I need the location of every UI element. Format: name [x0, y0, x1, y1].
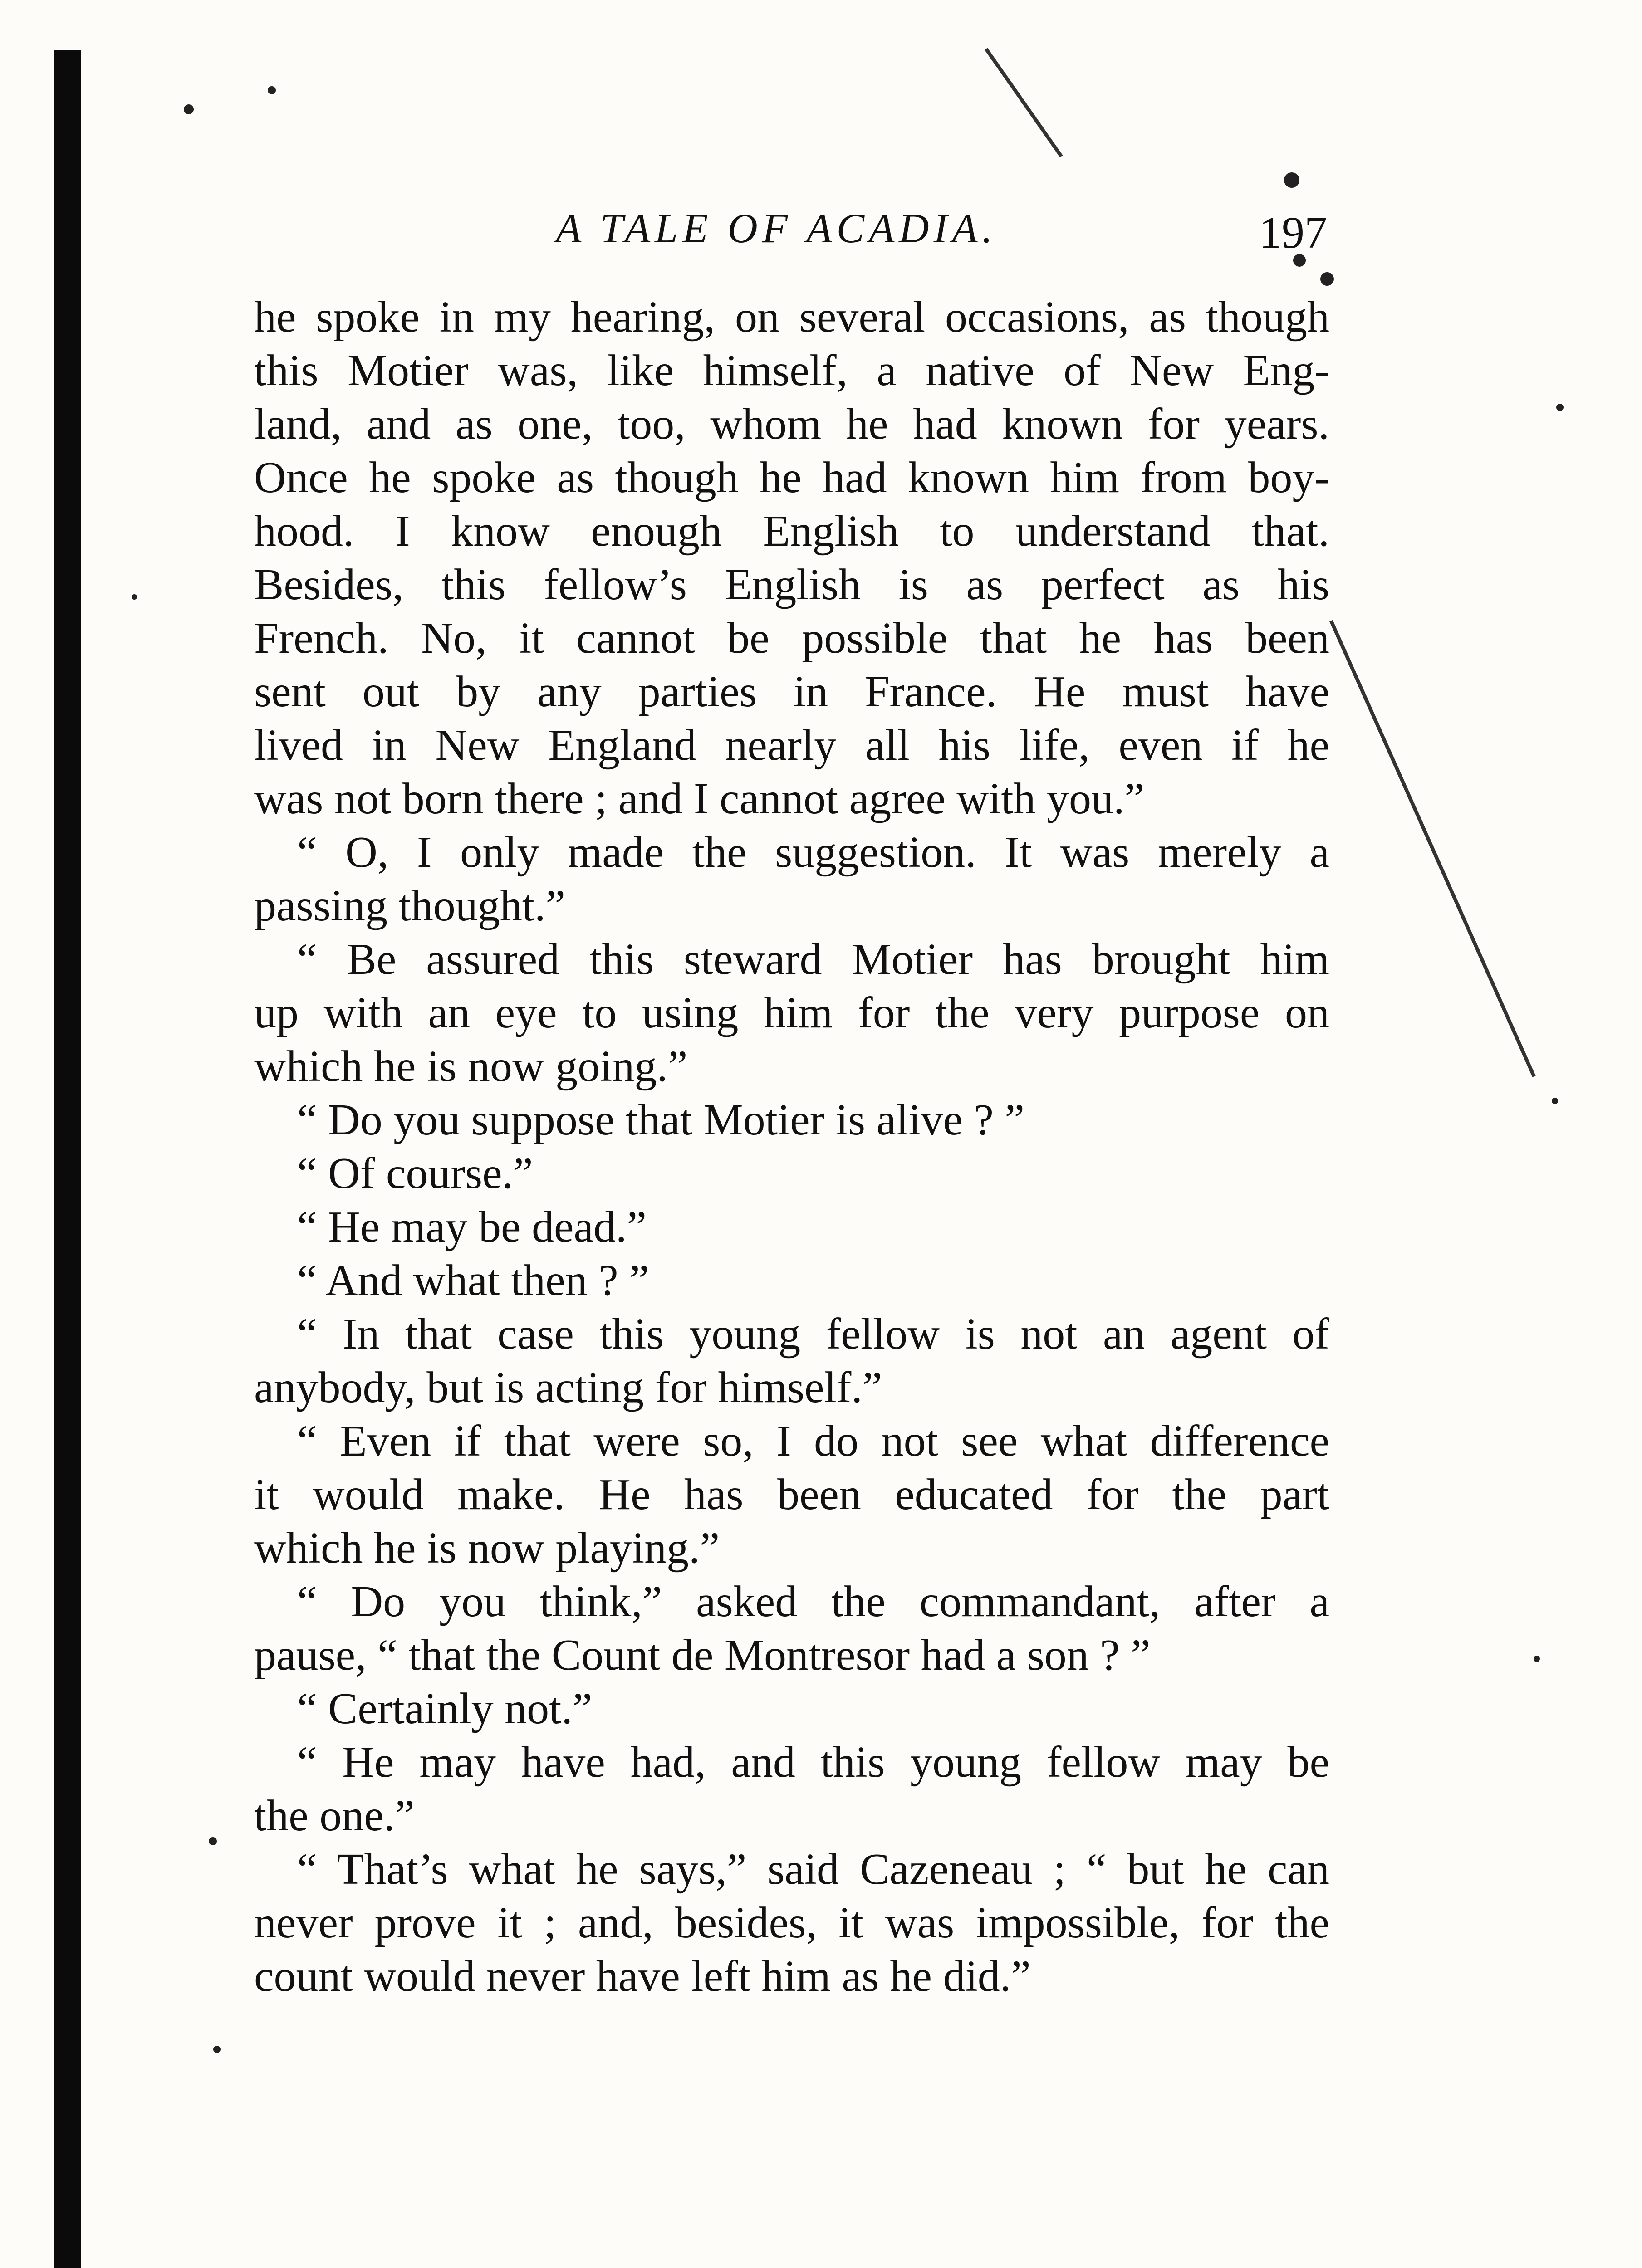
text-line: hood. I know enough English to understand that. — [254, 507, 1329, 556]
text-line: “ He may be dead.” — [297, 1202, 647, 1251]
page-number: 197 — [1259, 207, 1327, 258]
text-line: this Motier was, like himself, a native of New Eng- — [254, 346, 1329, 395]
text-line: passing thought.” — [254, 881, 565, 930]
text-line: which he is now going.” — [254, 1042, 688, 1091]
text-line: he spoke in my hearing, on several occasions, as though — [254, 293, 1329, 342]
speck — [1320, 272, 1334, 286]
speck — [213, 2046, 221, 2053]
scan-mark-top — [985, 48, 1063, 157]
speck — [268, 86, 276, 94]
text-line: “ He may have had, and this young fellow may be — [297, 1738, 1329, 1787]
text-line: it would make. He has been educated for the part — [254, 1470, 1329, 1519]
text-line: “ Of course.” — [297, 1149, 533, 1198]
text-line: “ In that case this young fellow is not an agent of — [297, 1310, 1329, 1359]
text-line: “ And what then ? ” — [297, 1256, 649, 1305]
text-line: “ Do you think,” asked the commandant, after a — [297, 1577, 1329, 1626]
text-line: “ Be assured this steward Motier has brought him — [297, 935, 1329, 984]
running-head: A TALE OF ACADIA. — [556, 205, 997, 251]
speck — [1534, 1656, 1540, 1662]
speck — [1552, 1098, 1558, 1104]
text-line: “ That’s what he says,” said Cazeneau ; “ but he can — [297, 1845, 1329, 1894]
text-line: lived in New England nearly all his life, even if he — [254, 721, 1329, 770]
text-line: “ Certainly not.” — [297, 1684, 593, 1733]
text-line: land, and as one, too, whom he had known for years. — [254, 400, 1329, 449]
binding-edge — [54, 50, 81, 2268]
text-line: Besides, this fellow’s English is as perfect as his — [254, 560, 1329, 609]
speck — [1556, 404, 1564, 411]
text-line: French. No, it cannot be possible that he has been — [254, 614, 1329, 663]
text-line: count would never have left him as he did.” — [254, 1952, 1031, 2001]
text-line: “ Do you suppose that Motier is alive ? ” — [297, 1095, 1025, 1144]
text-line: up with an eye to using him for the very purpose on — [254, 988, 1329, 1037]
text-line: sent out by any parties in France. He must have — [254, 667, 1329, 716]
text-line: “ O, I only made the suggestion. It was merely a — [297, 828, 1329, 877]
text-line: which he is now playing.” — [254, 1524, 720, 1573]
text-line: Once he spoke as though he had known him from boy- — [254, 453, 1329, 502]
text-line: pause, “ that the Count de Montresor had a son ? ” — [254, 1631, 1151, 1680]
text-line: was not born there ; and I cannot agree with you.” — [254, 774, 1145, 823]
speck — [132, 594, 137, 600]
text-line: the one.” — [254, 1791, 415, 1840]
body-text — [254, 290, 1329, 2003]
speck — [209, 1837, 217, 1845]
text-line: never prove it ; and, besides, it was impossible, for the — [254, 1898, 1329, 1947]
speck — [1284, 172, 1299, 188]
scan-mark-right — [1329, 620, 1536, 1077]
speck — [184, 104, 194, 114]
text-line: anybody, but is acting for himself.” — [254, 1363, 882, 1412]
text-line: “ Even if that were so, I do not see what difference — [297, 1417, 1329, 1466]
